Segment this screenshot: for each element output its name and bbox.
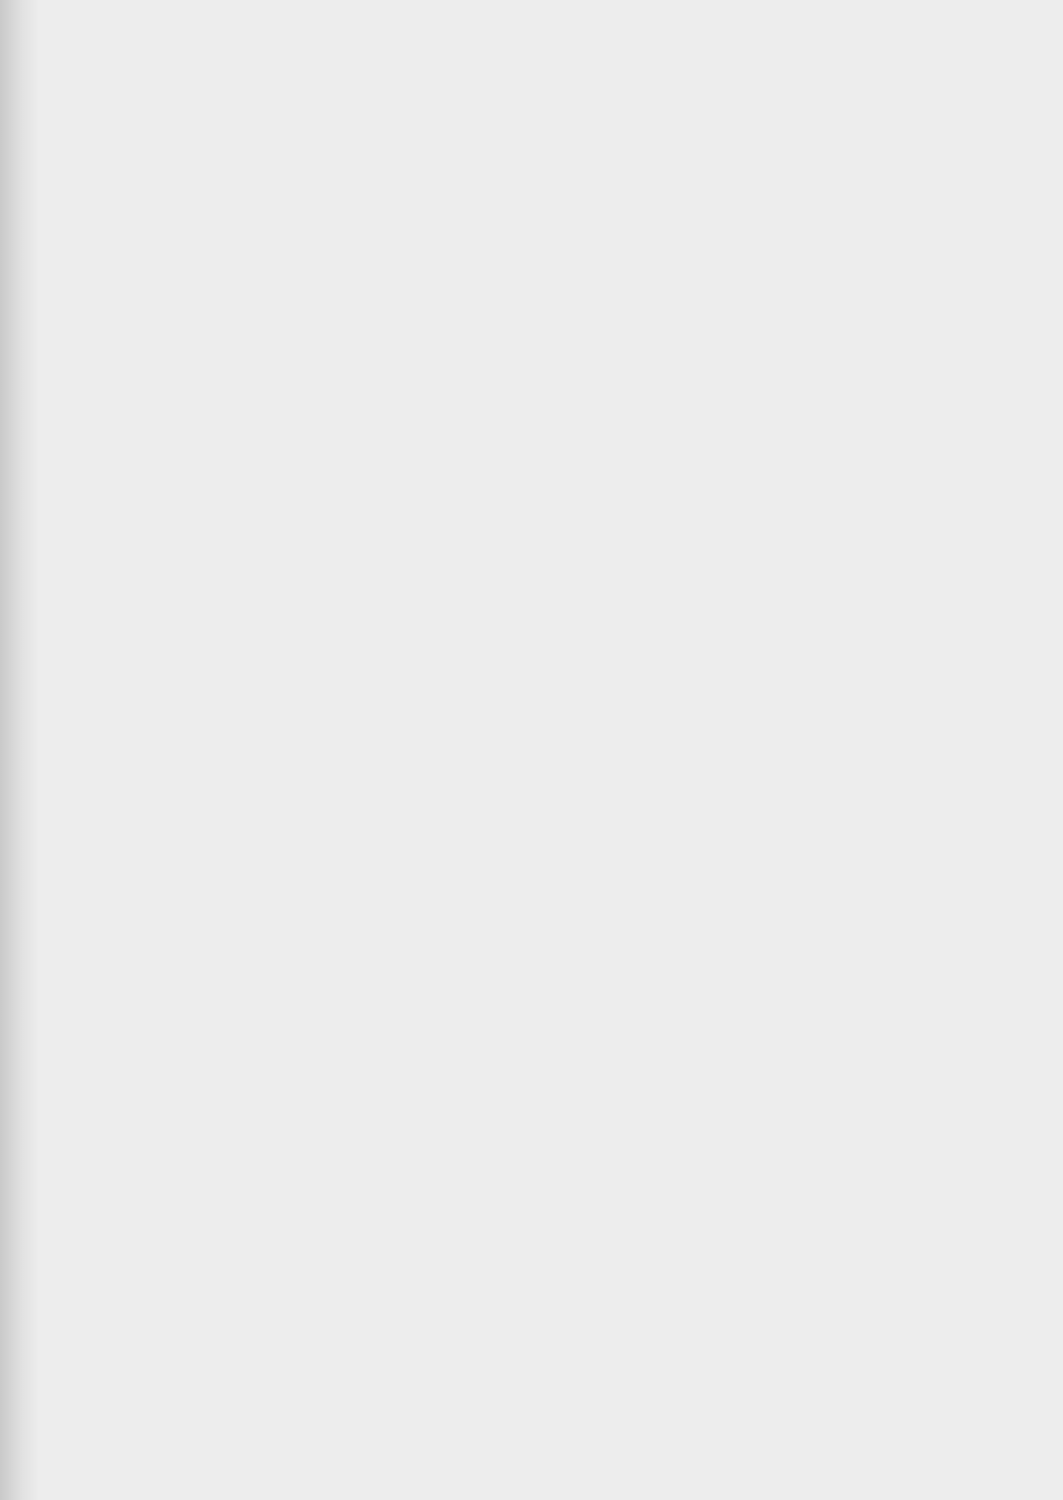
story-text [83,80,935,96]
chronicle-text [80,1073,940,1090]
binding-shadow [0,0,38,1500]
attribution-row [78,856,928,902]
